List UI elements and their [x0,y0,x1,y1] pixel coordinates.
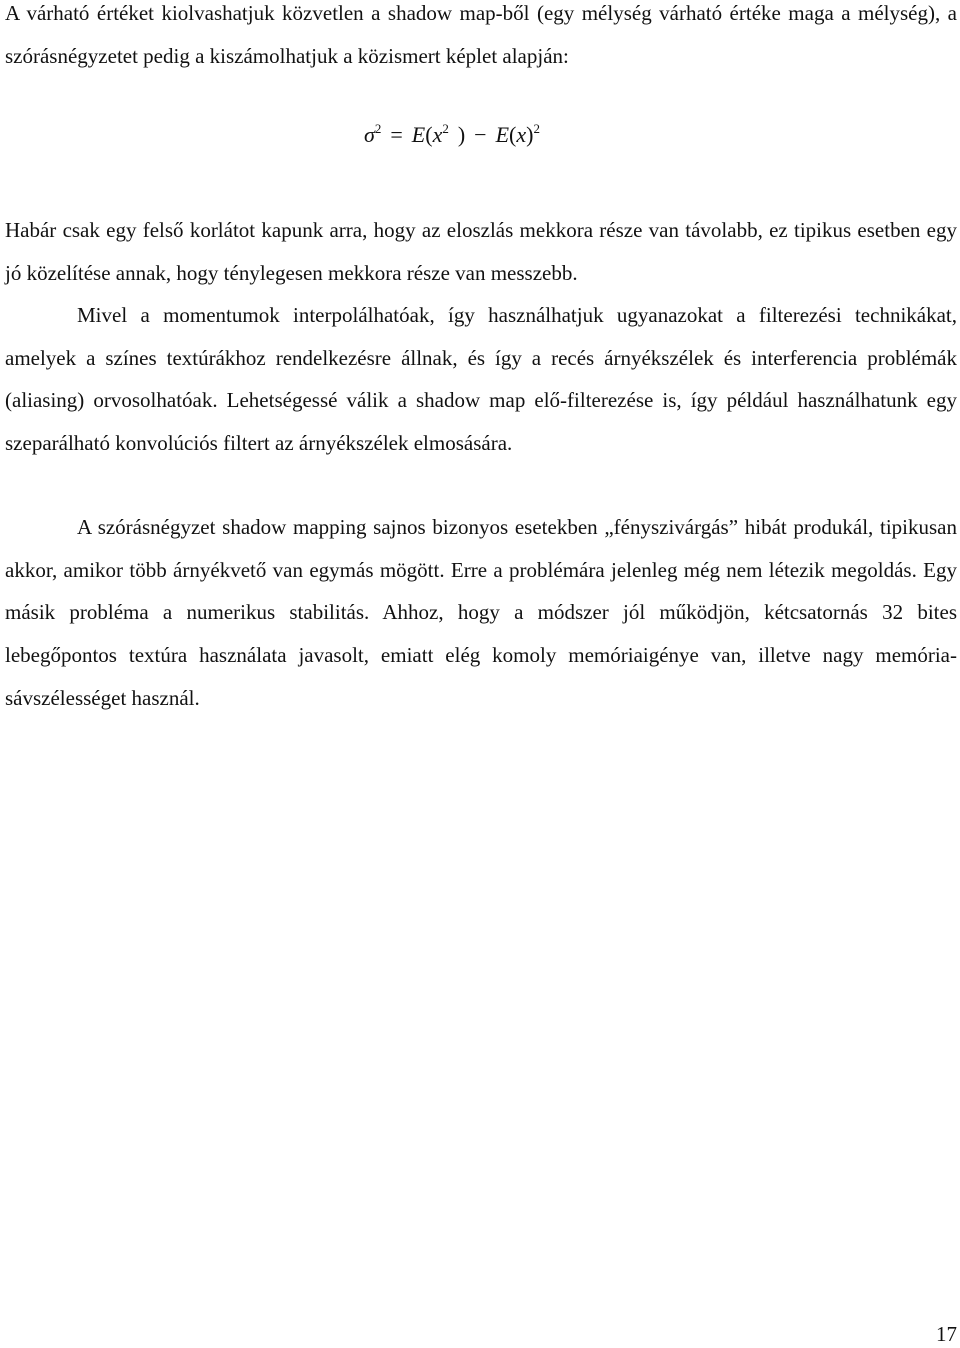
formula-sigma: σ [364,122,375,147]
formula-close-paren-2: ) [526,122,534,147]
formula-expectation-2: E [495,122,510,147]
paragraph-expected-value: A várható értéket kiolvashatjuk közvetlen a shadow map-ből (egy mélység várható értéke maga a mélység), a szórásnégyzetet pedig a kiszámolhatjuk a közismert képlet alapján: [5,1,957,68]
page-number: 17 [936,1322,957,1346]
paragraph-upper-bound: Habár csak egy felső korlátot kapunk arra, hogy az eloszlás mekkora része van távolabb, ez tipikus esetben egy jó közelítése annak, hogy ténylegesen mekkora része van messzebb. [5,218,957,285]
paragraph-filtering: Mivel a momentumok interpolálhatóak, így használhatjuk ugyanazokat a filterezési technikákat, amelyek a színes textúrákhoz rendelkezésre állnak, és így a recés árnyékszélek és interferencia problémák (aliasing) orvosolhatóak. Lehetségessé válik a shadow map elő-filterezése is, így például használhatunk egy szeparálható konvolúciós filtert az árnyékszélek elmosására. [5,303,957,456]
formula-sigma-exponent: 2 [374,121,382,136]
formula-end-exponent: 2 [533,121,540,136]
formula-x-exponent: 2 [442,121,449,136]
formula-expectation-1: E [411,122,426,147]
variance-formula [364,122,540,148]
formula-open-paren-1: ( [425,122,433,147]
formula-close-paren-1: ) [457,122,466,147]
formula-minus: − [474,122,487,147]
formula-x-1: x [432,122,443,147]
formula-equals: = [390,122,403,147]
formula-open-paren-2: ( [509,122,517,147]
formula-x-2: x [516,122,527,147]
paragraph-light-bleeding: A szórásnégyzet shadow mapping sajnos bizonyos esetekben „fényszivárgás” hibát produkál, tipikusan akkor, amikor több árnyékvető van egymás mögött. Erre a problémára jelenleg még nem létezik megoldás. Egy másik probléma a numerikus stabilitás. Ahhoz, hogy a módszer jól működjön, kétcsatornás 32 bites lebegőpontos textúra használata javasolt, emiatt elég komoly memóriaigénye van, illetve nagy memória-sávszélességet használ. [5,515,957,710]
